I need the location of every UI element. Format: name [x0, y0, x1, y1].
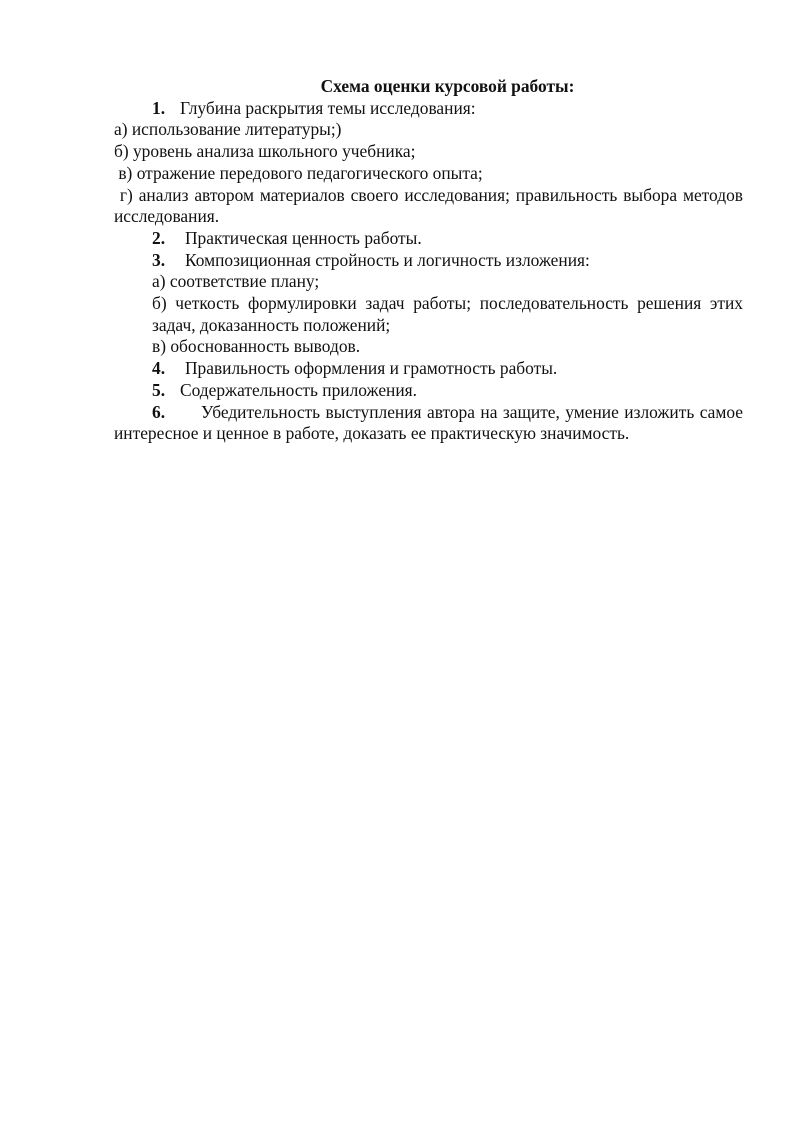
- criterion-number: 1.: [152, 97, 166, 118]
- subpoint-1b: б) уровень анализа школьного учебника;: [114, 141, 416, 162]
- document-title: Схема оценки курсовой работы:: [320, 76, 575, 96]
- document-content: [114, 76, 748, 445]
- criterion-6: [114, 402, 743, 445]
- criterion-text: Практическая ценность работы.: [185, 227, 422, 248]
- subpoint-3a: а) соответствие плану;: [152, 271, 320, 292]
- subpoint-3b: б) четкость формулировки задач работы; последовательность решения этих задач, доказанность положений;: [152, 293, 743, 335]
- criterion-text: Композиционная стройность и логичность изложения:: [185, 249, 590, 270]
- criterion-text: Содержательность приложения.: [180, 379, 418, 400]
- criterion-4: [114, 358, 743, 380]
- criterion-3: [114, 250, 743, 272]
- criterion-number: 6.: [152, 401, 166, 422]
- criterion-number: 2.: [152, 227, 166, 248]
- subpoint-3c: в) обоснованность выводов.: [152, 336, 361, 357]
- criterion-text: Правильность оформления и грамотность работы.: [185, 358, 558, 379]
- criterion-text: Глубина раскрытия темы исследования:: [180, 97, 476, 118]
- criterion-number: 3.: [152, 249, 166, 270]
- subpoint-1d: г) анализ автором материалов своего исследования; правильность выбора методов исследования.: [114, 184, 748, 227]
- criterion-1: [114, 98, 743, 120]
- criterion-2: [114, 228, 743, 250]
- subpoint-1a: а) использование литературы;): [114, 119, 342, 140]
- criterion-number: 5.: [152, 379, 166, 400]
- criterion-number: 4.: [152, 358, 166, 379]
- subpoint-1c: в) отражение передового педагогического опыта;: [114, 162, 483, 183]
- criterion-text: Убедительность выступления автора на защите, умение изложить самое интересное и ценное в работе, доказать ее практическую значимость.: [114, 401, 743, 444]
- criterion-5: [114, 380, 743, 402]
